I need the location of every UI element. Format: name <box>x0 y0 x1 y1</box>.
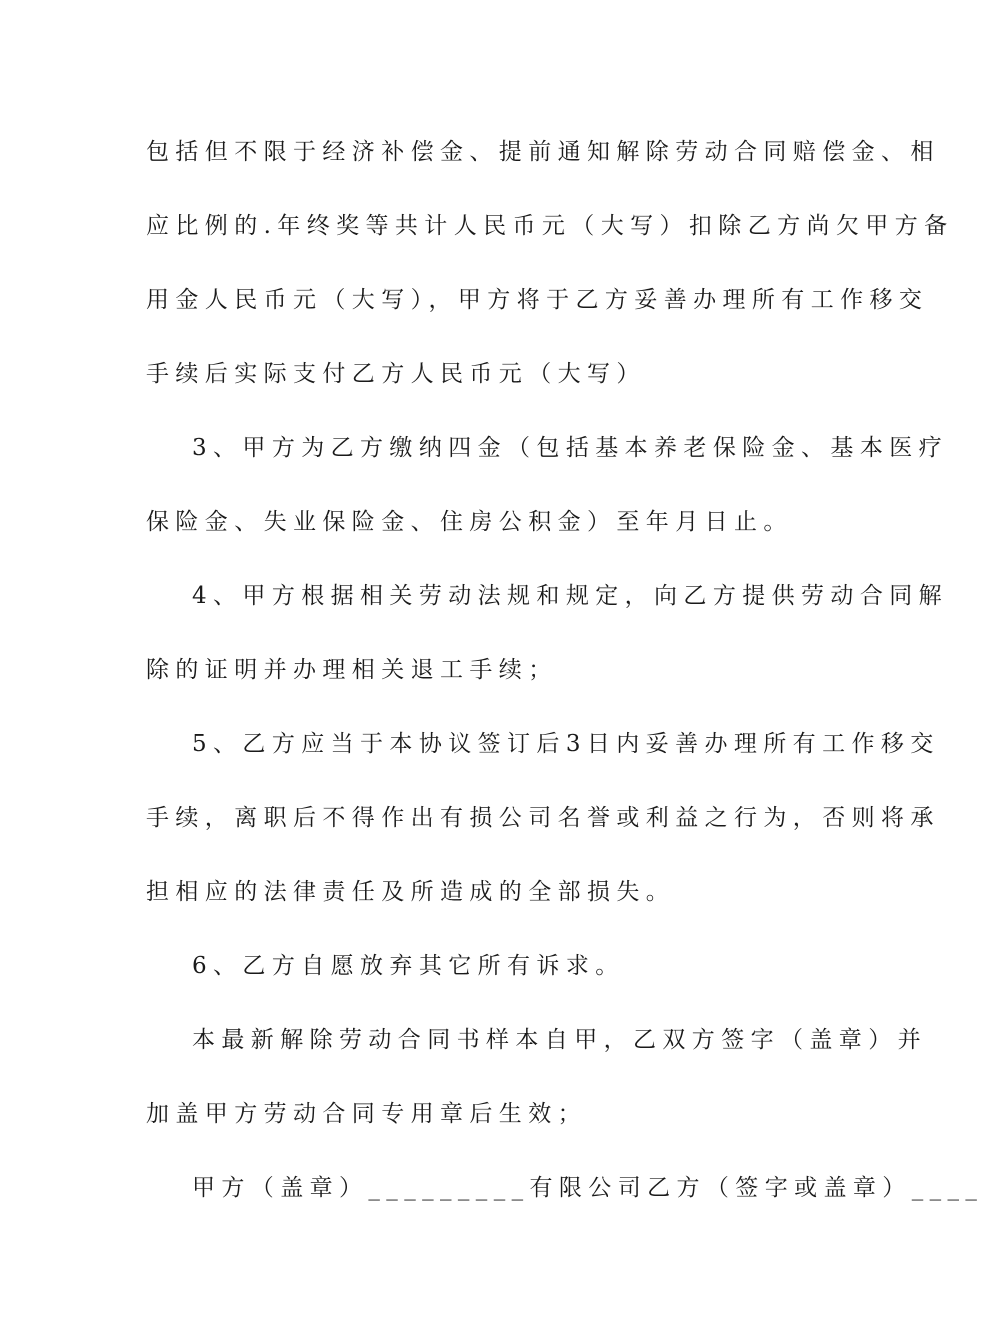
signature-line: 甲方（盖章）_________有限公司乙方（签字或盖章）____ <box>192 1175 983 1201</box>
text-line-3: 用金人民币元（大写），甲方将于乙方妥善办理所有工作移交 <box>146 287 929 313</box>
effect-paragraph-line-2: 加盖甲方劳动合同专用章后生效； <box>146 1101 587 1127</box>
clause-6-line-1: 6、乙方自愿放弃其它所有诉求。 <box>192 953 625 979</box>
clause-5-line-3: 担相应的法律责任及所造成的全部损失。 <box>146 879 676 905</box>
clause-4-line-2: 除的证明并办理相关退工手续； <box>146 657 558 683</box>
text-line-2: 应比例的.年终奖等共计人民币元（大写）扣除乙方尚欠甲方备 <box>146 213 954 239</box>
clause-5-line-1: 5、乙方应当于本协议签订后3日内妥善办理所有工作移交 <box>192 731 940 757</box>
text-line-4: 手续后实际支付乙方人民币元（大写） <box>146 361 646 387</box>
clause-3-line-1: 3、甲方为乙方缴纳四金（包括基本养老保险金、基本医疗 <box>192 435 949 461</box>
effect-paragraph-line-1: 本最新解除劳动合同书样本自甲，乙双方签字（盖章）并 <box>192 1027 927 1053</box>
clause-3-line-2: 保险金、失业保险金、住房公积金）至年月日止。 <box>146 509 793 535</box>
clause-4-line-1: 4、甲方根据相关劳动法规和规定，向乙方提供劳动合同解 <box>192 583 949 609</box>
clause-5-line-2: 手续，离职后不得作出有损公司名誉或利益之行为，否则将承 <box>146 805 940 831</box>
text-line-1: 包括但不限于经济补偿金、提前通知解除劳动合同赔偿金、相 <box>146 139 940 165</box>
